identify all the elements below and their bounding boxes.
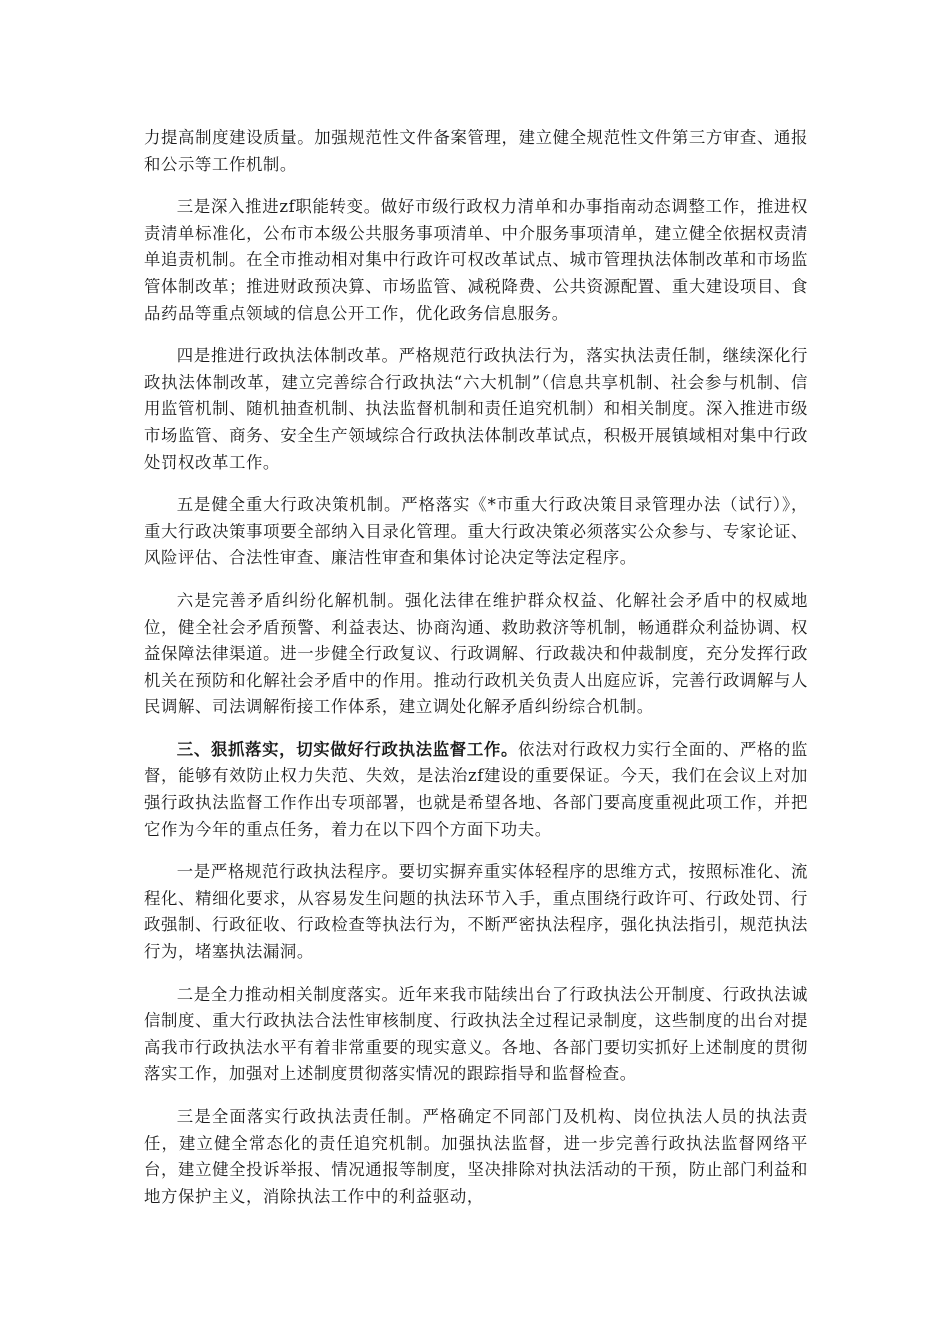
paragraph <box>144 194 808 327</box>
paragraph <box>144 1104 808 1210</box>
document-page <box>144 125 808 1226</box>
paragraph-text: 三是全面落实行政执法责任制。严格确定不同部门及机构、岗位执法人员的执法责任，建立健全常态化的责任追究机制。加强执法监督，进一步完善行政执法监督网络平台，建立健全投诉举报、情况通报等制度，坚决排除对执法活动的干预，防止部门利益和地方保护主义，消除执法工作中的利益驱动， <box>144 1107 808 1206</box>
paragraph-text: 三是深入推进zf职能转变。做好市级行政权力清单和办事指南动态调整工作，推进权责清单标准化，公布市本级公共服务事项清单、中介服务事项清单，建立健全依据权责清单追责机制。在全市推动相对集中行政许可权改革试点、城市管理执法体制改革和市场监管体制改革；推进财政预决算、市场监管、减税降费、公共资源配置、重大建设项目、食品药品等重点领域的信息公开工作，优化政务信息服务。 <box>144 197 808 323</box>
section-heading-paragraph <box>144 737 808 843</box>
section-heading: 三、狠抓落实，切实做好行政执法监督工作。 <box>176 739 519 759</box>
paragraph-text: 五是健全重大行政决策机制。严格落实《*市重大行政决策目录管理办法（试行）》，重大行政决策事项要全部纳入目录化管理。重大行政决策必须落实公众参与、专家论证、风险评估、合法性审查、廉洁性审查和集体讨论决定等法定程序。 <box>144 495 808 568</box>
paragraph <box>144 859 808 965</box>
paragraph-text: 四是推进行政执法体制改革。严格规范行政执法行为，落实执法责任制，继续深化行政执法体制改革，建立完善综合行政执法“六大机制”（信息共享机制、社会参与机制、信用监管机制、随机抽查机制、执法监督机制和责任追究机制）和相关制度。深入推进市级市场监管、商务、安全生产领域综合行政执法体制改革试点，积极开展镇域相对集中行政处罚权改革工作。 <box>144 346 808 472</box>
paragraph <box>144 588 808 721</box>
paragraph-text: 一是严格规范行政执法程序。要切实摒弃重实体轻程序的思维方式，按照标准化、流程化、精细化要求，从容易发生问题的执法环节入手，重点围绕行政许可、行政处罚、行政强制、行政征收、行政检查等执法行为，不断严密执法程序，强化执法指引，规范执法行为，堵塞执法漏洞。 <box>144 862 808 962</box>
paragraph <box>144 982 808 1088</box>
paragraph <box>144 343 808 476</box>
paragraph-text: 六是完善矛盾纠纷化解机制。强化法律在维护群众权益、化解社会矛盾中的权威地位，健全社会矛盾预警、利益表达、协商沟通、救助救济等机制，畅通群众利益协调、权益保障法律渠道。进一步健全行政复议、行政调解、行政裁决和仲裁制度，充分发挥行政机关在预防和化解社会矛盾中的作用。推动行政机关负责人出庭应诉，完善行政调解与人民调解、司法调解衔接工作体系，建立调处化解矛盾纠纷综合机制。 <box>144 590 808 717</box>
paragraph <box>144 125 808 178</box>
paragraph <box>144 492 808 572</box>
paragraph-text: 依法对行政权力实行全面的、严格的监督，能够有效防止权力失范、失效，是法治zf建设的重要保证。今天，我们在会议上对加强行政执法监督工作作出专项部署，也就是希望各地、各部门要高度重视此项工作，并把它作为今年的重点任务，着力在以下四个方面下功夫。 <box>144 739 809 839</box>
paragraph-text: 力提高制度建设质量。加强规范性文件备案管理，建立健全规范性文件第三方审查、通报和公示等工作机制。 <box>144 128 808 174</box>
paragraph-text: 二是全力推动相关制度落实。近年来我市陆续出台了行政执法公开制度、行政执法诚信制度、重大行政执法合法性审核制度、行政执法全过程记录制度，这些制度的出台对提高我市行政执法水平有着非常重要的现实意义。各地、各部门要切实抓好上述制度的贯彻落实工作，加强对上述制度贯彻落实情况的跟踪指导和监督检查。 <box>144 984 808 1084</box>
